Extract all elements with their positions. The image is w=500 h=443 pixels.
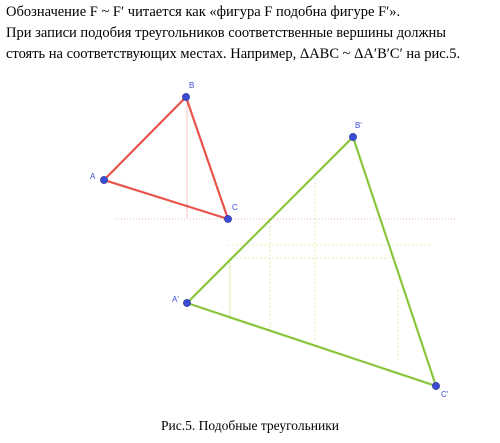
vertex-point-C: [224, 215, 231, 222]
construction-lines: [115, 97, 455, 362]
text-line-1: Обозначение F ~ F′ читается как «фигура F подобна фигуре F′».: [6, 4, 401, 20]
small-triangle: [104, 97, 228, 219]
vertex-label-C1: C': [441, 390, 449, 399]
vertex-label-C: C: [232, 203, 238, 212]
vertex-label-B: B: [189, 81, 195, 90]
vertex-point-A: [100, 176, 107, 183]
vertex-point-B1: [349, 133, 356, 140]
text-line-3: стоять на соответствующих местах. Например, ΔABC ~ ΔA′B′C′ на рис.5.: [6, 46, 461, 62]
large-triangle: [187, 137, 436, 386]
vertex-label-A1: A': [172, 295, 179, 304]
vertex-point-B: [182, 93, 189, 100]
figure-caption: Рис.5. Подобные треугольники: [161, 418, 339, 433]
vertex-point-C1: [432, 382, 439, 389]
text-line-2: При записи подобия треугольников соответственные вершины должны: [6, 25, 446, 41]
vertex-label-A: A: [90, 172, 96, 181]
vertex-point-A1: [183, 299, 190, 306]
vertex-label-B1: B': [355, 121, 362, 130]
